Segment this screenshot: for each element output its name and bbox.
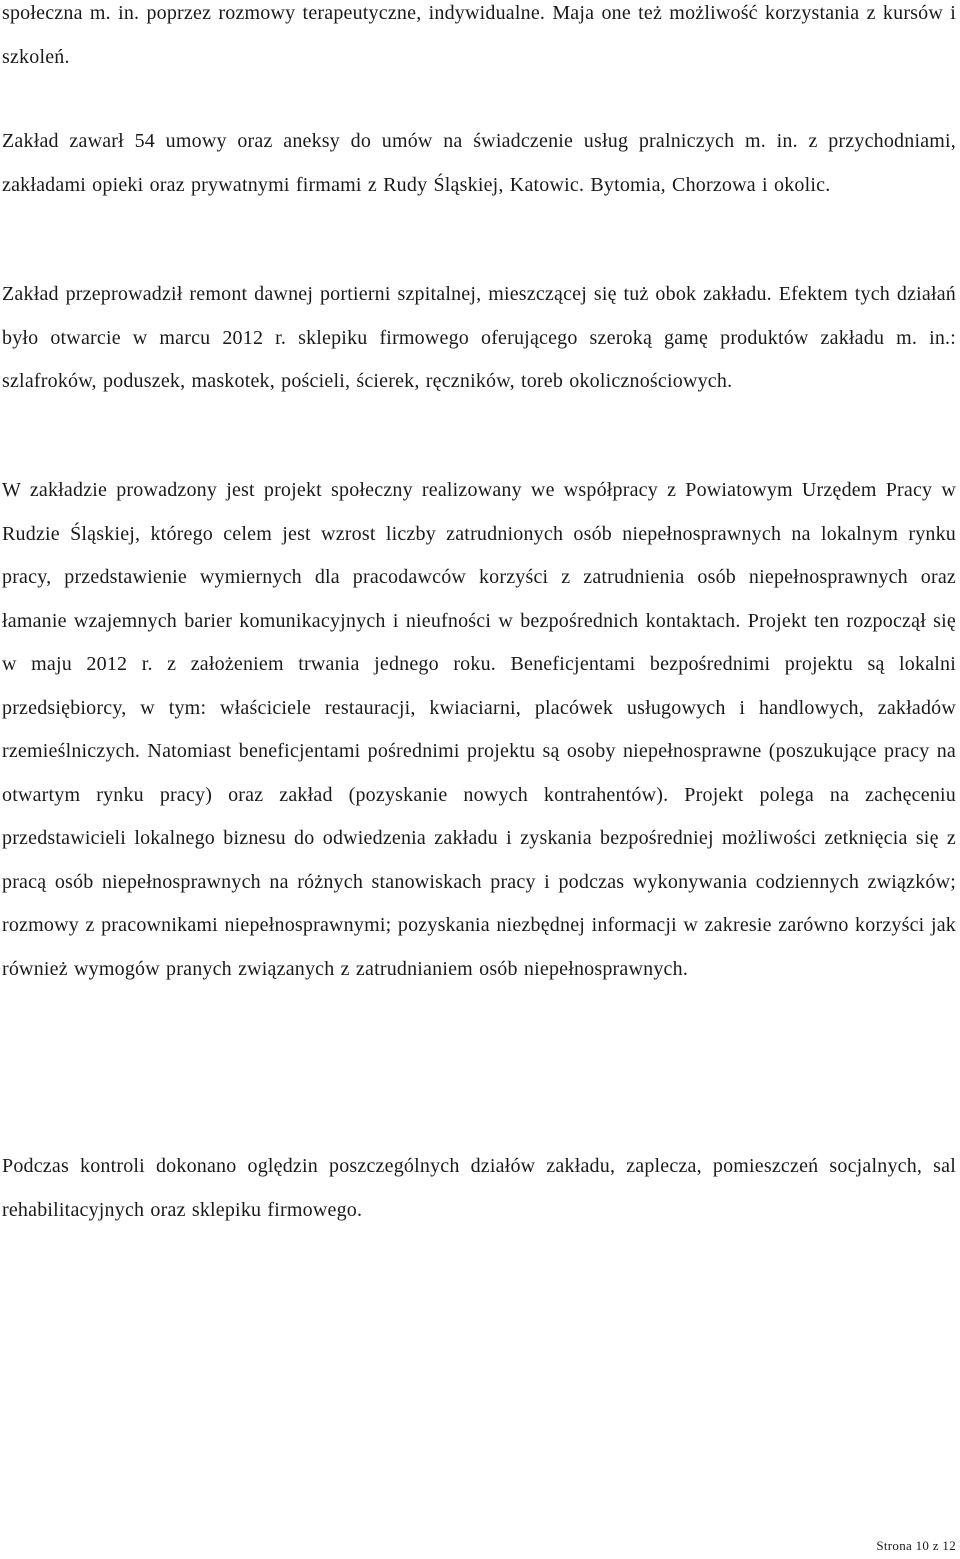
paragraph-2: Zakład zawarł 54 umowy oraz aneksy do umów na świadczenie usług pralniczych m. in. z przychodniami, zakładami opieki oraz prywatnymi firmami z Rudy Śląskiej, Katowic. Bytomia, Chorzowa i okolic. bbox=[2, 130, 956, 196]
paragraph-3: Zakład przeprowadził remont dawnej portierni szpitalnej, mieszczącej się tuż obok zakładu. Efektem tych działań było otwarcie w marcu 2012 r. sklepiku firmowego oferującego szeroką gamę produktów zakładu m. in.: szlafroków, poduszek, maskotek, pościeli, ścierek, ręczników, toreb okolicznościowych. bbox=[2, 283, 956, 392]
paragraph-5: Podczas kontroli dokonano oględzin poszczególnych działów zakładu, zaplecza, pomieszczeń socjalnych, sal rehabilitacyjnych oraz sklepiku firmowego. bbox=[2, 1155, 956, 1221]
page-number: Strona 10 z 12 bbox=[876, 1538, 956, 1553]
paragraph-4: W zakładzie prowadzony jest projekt społeczny realizowany we współpracy z Powiatowym Urzędem Pracy w Rudzie Śląskiej, którego celem jest wzrost liczby zatrudnionych osób niepełnosprawnych na lokalnym rynku pracy, przedstawienie wymiernych dla pracodawców korzyści z zatrudnienia osób niepełnosprawnych oraz łamanie wzajemnych barier komunikacyjnych i nieufności w bezpośrednich kontaktach. Projekt ten rozpoczął się w maju 2012 r. z założeniem trwania jednego roku. Beneficjentami bezpośrednimi projektu są lokalni przedsiębiorcy, w tym: właściciele restauracji, kwiaciarni, placówek usługowych i handlowych, zakładów rzemieślniczych. Natomiast beneficjentami pośrednimi projektu są osoby niepełnosprawne (poszukujące pracy na otwartym rynku pracy) oraz zakład (pozyskanie nowych kontrahentów). Projekt polega na zachęceniu przedstawicieli lokalnego biznesu do odwiedzenia zakładu i zyskania bezpośredniej możliwości zetknięcia się z pracą osób niepełnosprawnych na różnych stanowiskach pracy i podczas wykonywania codziennych związków; rozmowy z pracownikami niepełnosprawnymi; pozyskania niezbędnej informacji w zakresie zarówno korzyści jak również wymogów pranych związanych z zatrudnianiem osób niepełnosprawnych. bbox=[2, 479, 956, 980]
paragraph-1: społeczna m. in. poprzez rozmowy terapeutyczne, indywidualne. Maja one też możliwość korzystania z kursów i szkoleń. bbox=[2, 2, 956, 68]
